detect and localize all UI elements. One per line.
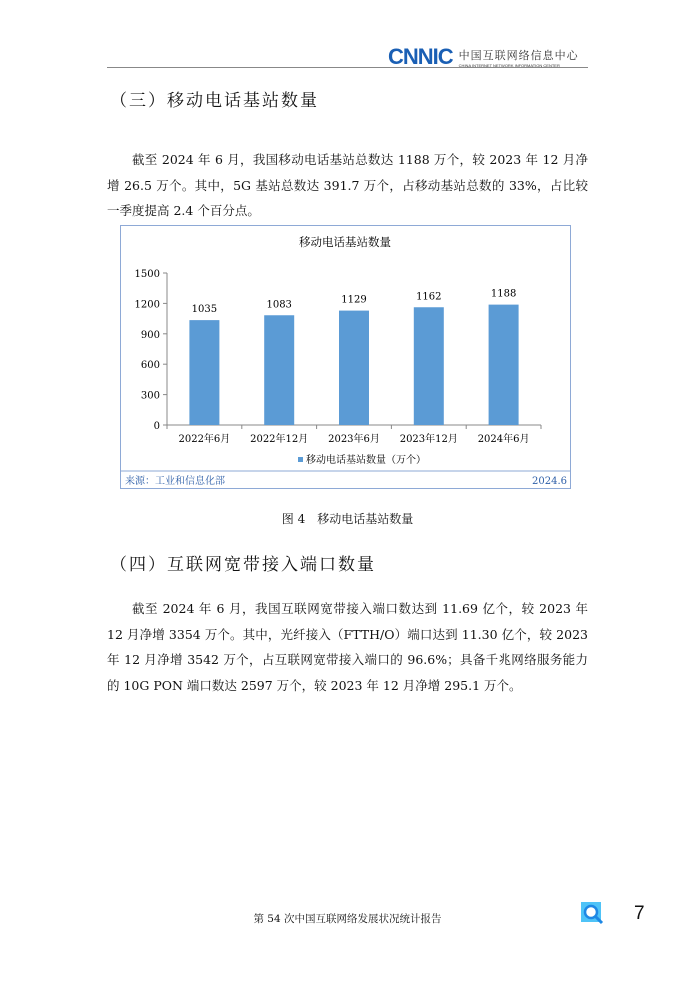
org-name-en: CHINA INTERNET NETWORK INFORMATION CENTER xyxy=(458,62,560,68)
data-label: 1129 xyxy=(341,294,367,306)
bar-2023年6月 xyxy=(339,311,369,425)
logo-mark: CNNIC xyxy=(388,44,453,69)
figure-caption: 图 4 移动电话基站数量 xyxy=(281,512,414,526)
data-label: 1162 xyxy=(416,291,442,303)
paragraph-text: 截至 2024 年 6 月，我国移动电话基站总数达 1188 万个，较 2023 年 12 月净增 26.5 万个。其中，5G 基站总数达 391.7 万个，占移动基站总数的 33%，占比较一季度提高 2.4 个百分点。 xyxy=(107,152,588,218)
chart-svg xyxy=(121,226,570,488)
bar-2024年6月 xyxy=(489,305,519,425)
x-tick-label: 2022年12月 xyxy=(250,434,309,445)
chart-title: 移动电话基站数量 xyxy=(299,235,391,249)
section-heading-4: （四）互联网宽带接入端口数量 xyxy=(110,555,376,575)
org-name-cn: 中国互联网络信息中心 xyxy=(458,48,579,62)
report-search-icon xyxy=(580,901,604,925)
bar-2022年12月 xyxy=(264,315,294,425)
y-tick-label: 900 xyxy=(140,329,160,341)
data-label: 1083 xyxy=(266,299,292,311)
y-tick-label: 1500 xyxy=(134,269,160,280)
legend-label: 移动电话基站数量（万个） xyxy=(306,455,426,466)
x-tick-label: 2022年6月 xyxy=(178,434,231,445)
x-tick-label: 2023年6月 xyxy=(328,434,380,445)
chart-source: 来源：工业和信息化部 xyxy=(125,476,225,487)
data-label: 1035 xyxy=(191,304,218,316)
y-tick-label: 0 xyxy=(153,421,160,432)
header-divider xyxy=(107,67,588,68)
footer-title: 第 54 次中国互联网络发展状况统计报告 xyxy=(253,913,442,925)
legend-swatch xyxy=(298,457,303,462)
paragraph-text: 截至 2024 年 6 月，我国互联网宽带接入端口数达到 11.69 亿个，较 2023 年 12 月净增 3354 万个。其中，光纤接入（FTTH/O）端口达到 11.30 亿个，较 2023 年 12 月净增 3542 万个，占互联网宽带接入端口的 96.6%；具备千兆网络服务能力的 10G PON 端口数达 2597 万个，较 2023 年 12 月净增 295.1 万个。 xyxy=(107,601,588,693)
y-tick-label: 600 xyxy=(140,360,160,372)
x-tick-label: 2024年6月 xyxy=(477,434,530,445)
section-heading-3: （三）移动电话基站数量 xyxy=(110,91,319,111)
y-tick-label: 300 xyxy=(140,390,160,402)
base-station-chart xyxy=(120,225,571,489)
y-tick-label: 1200 xyxy=(134,299,160,311)
section-3-paragraph xyxy=(107,147,588,224)
page-number: 7 xyxy=(634,903,645,924)
data-label: 1188 xyxy=(490,288,517,300)
bar-2023年12月 xyxy=(414,307,444,425)
section-4-paragraph xyxy=(107,596,588,698)
bar-2022年6月 xyxy=(189,320,219,425)
x-tick-label: 2023年12月 xyxy=(399,434,458,445)
chart-date: 2024.6 xyxy=(532,476,567,487)
